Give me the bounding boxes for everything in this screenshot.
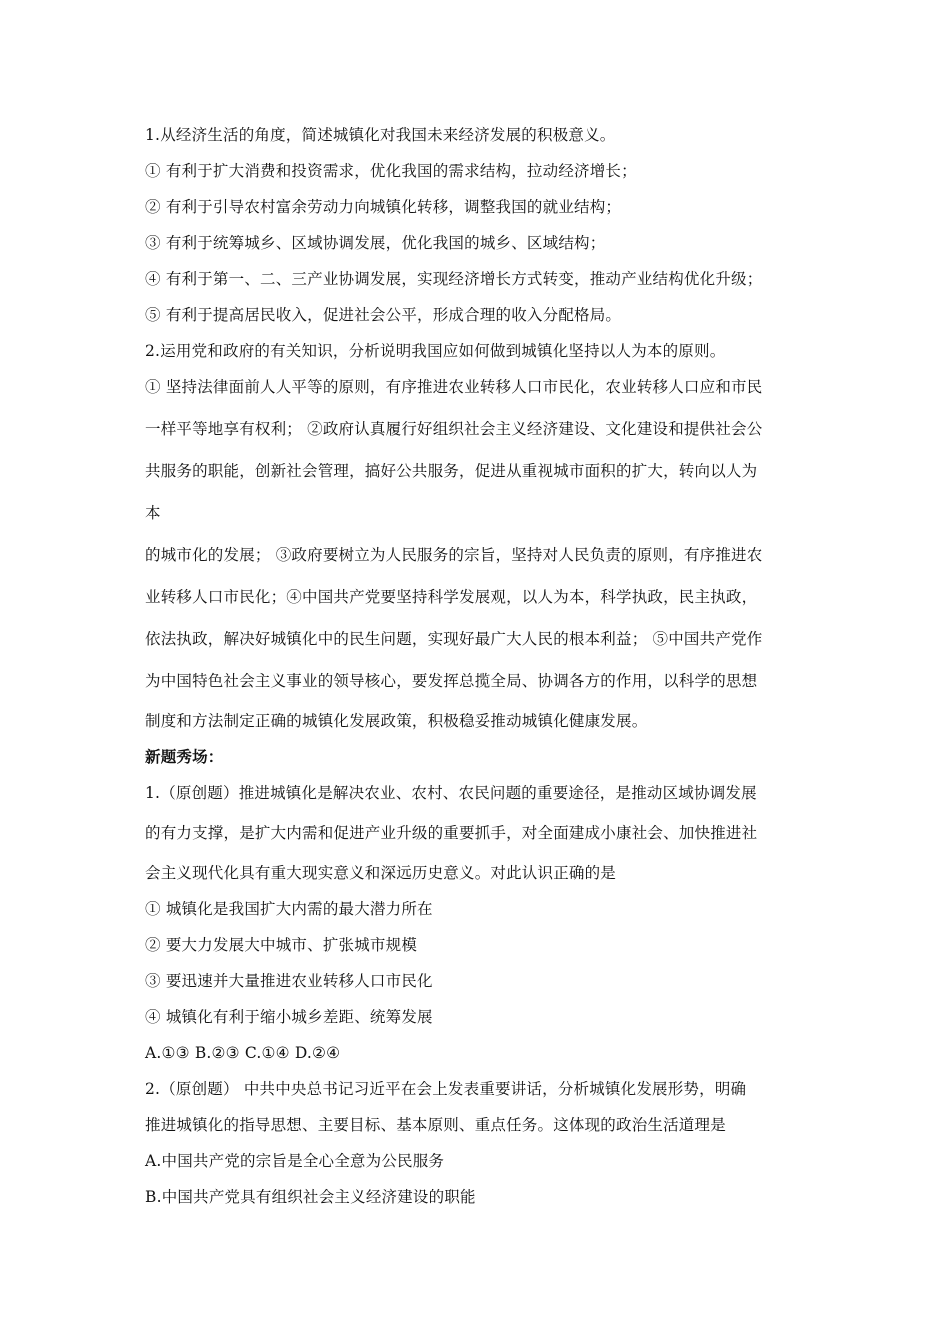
answer-2-line: 一样平等地享有权利； ②政府认真履行好组织社会主义经济建设、文化建设和提供社会公 (145, 420, 763, 438)
answer-1-item-5: ⑤ 有利于提高居民收入，促进社会公平，形成合理的收入分配格局。 (145, 306, 622, 324)
mcq-1-stem: 1.（原创题）推进城镇化是解决农业、农村、农民问题的重要途径，是推动区域协调发展 (145, 784, 757, 802)
answer-2-line: 业转移人口市民化；④中国共产党要坚持科学发展观，以人为本，科学执政，民主执政， (145, 588, 758, 606)
mcq-1-options: A.①③ B.②③ C.①④ D.②④ (145, 1044, 341, 1062)
mcq-2-option-b: B.中国共产党具有组织社会主义经济建设的职能 (145, 1188, 476, 1206)
answer-1-item-3: ③ 有利于统筹城乡、区域协调发展，优化我国的城乡、区域结构； (145, 234, 606, 252)
mcq-1-statement: ③ 要迅速并大量推进农业转移人口市民化 (145, 972, 433, 990)
answer-2-line: ① 坚持法律面前人人平等的原则，有序推进农业转移人口市民化，农业转移人口应和市民 (145, 378, 763, 396)
mcq-1-stem: 会主义现代化具有重大现实意义和深远历史意义。对此认识正确的是 (145, 864, 617, 882)
mcq-1-statement: ② 要大力发展大中城市、扩张城市规模 (145, 936, 418, 954)
question-2-title: 2.运用党和政府的有关知识，分析说明我国应如何做到城镇化坚持以人为本的原则。 (145, 342, 726, 360)
answer-1-item-1: ① 有利于扩大消费和投资需求，优化我国的需求结构，拉动经济增长； (145, 162, 637, 180)
mcq-1-statement: ① 城镇化是我国扩大内需的最大潜力所在 (145, 900, 433, 918)
answer-2-line: 本 (145, 504, 161, 522)
answer-2-line: 的城市化的发展； ③政府要树立为人民服务的宗旨，坚持对人民负责的原则，有序推进农 (145, 546, 763, 564)
mcq-2-stem: 2.（原创题） 中共中央总书记习近平在会上发表重要讲话，分析城镇化发展形势，明确 (145, 1080, 747, 1098)
answer-1-item-4: ④ 有利于第一、二、三产业协调发展，实现经济增长方式转变，推动产业结构优化升级； (145, 270, 763, 288)
mcq-1-statement: ④ 城镇化有利于缩小城乡差距、统筹发展 (145, 1008, 433, 1026)
section-heading: 新题秀场： (145, 748, 224, 766)
answer-2-line: 制度和方法制定正确的城镇化发展政策，积极稳妥推动城镇化健康发展。 (145, 712, 648, 730)
mcq-2-option-a: A.中国共产党的宗旨是全心全意为公民服务 (145, 1152, 445, 1170)
answer-2-line: 为中国特色社会主义事业的领导核心，要发挥总揽全局、协调各方的作用，以科学的思想 (145, 672, 758, 690)
mcq-1-stem: 的有力支撑，是扩大内需和促进产业升级的重要抓手，对全面建成小康社会、加快推进社 (145, 824, 758, 842)
answer-2-line: 共服务的职能，创新社会管理，搞好公共服务，促进从重视城市面积的扩大，转向以人为 (145, 462, 758, 480)
question-1-title: 1.从经济生活的角度，简述城镇化对我国未来经济发展的积极意义。 (145, 126, 616, 144)
answer-1-item-2: ② 有利于引导农村富余劳动力向城镇化转移，调整我国的就业结构； (145, 198, 622, 216)
answer-2-line: 依法执政，解决好城镇化中的民生问题，实现好最广大人民的根本利益； ⑤中国共产党作 (145, 630, 763, 648)
mcq-2-stem: 推进城镇化的指导思想、主要目标、基本原则、重点任务。这体现的政治生活道理是 (145, 1116, 726, 1134)
